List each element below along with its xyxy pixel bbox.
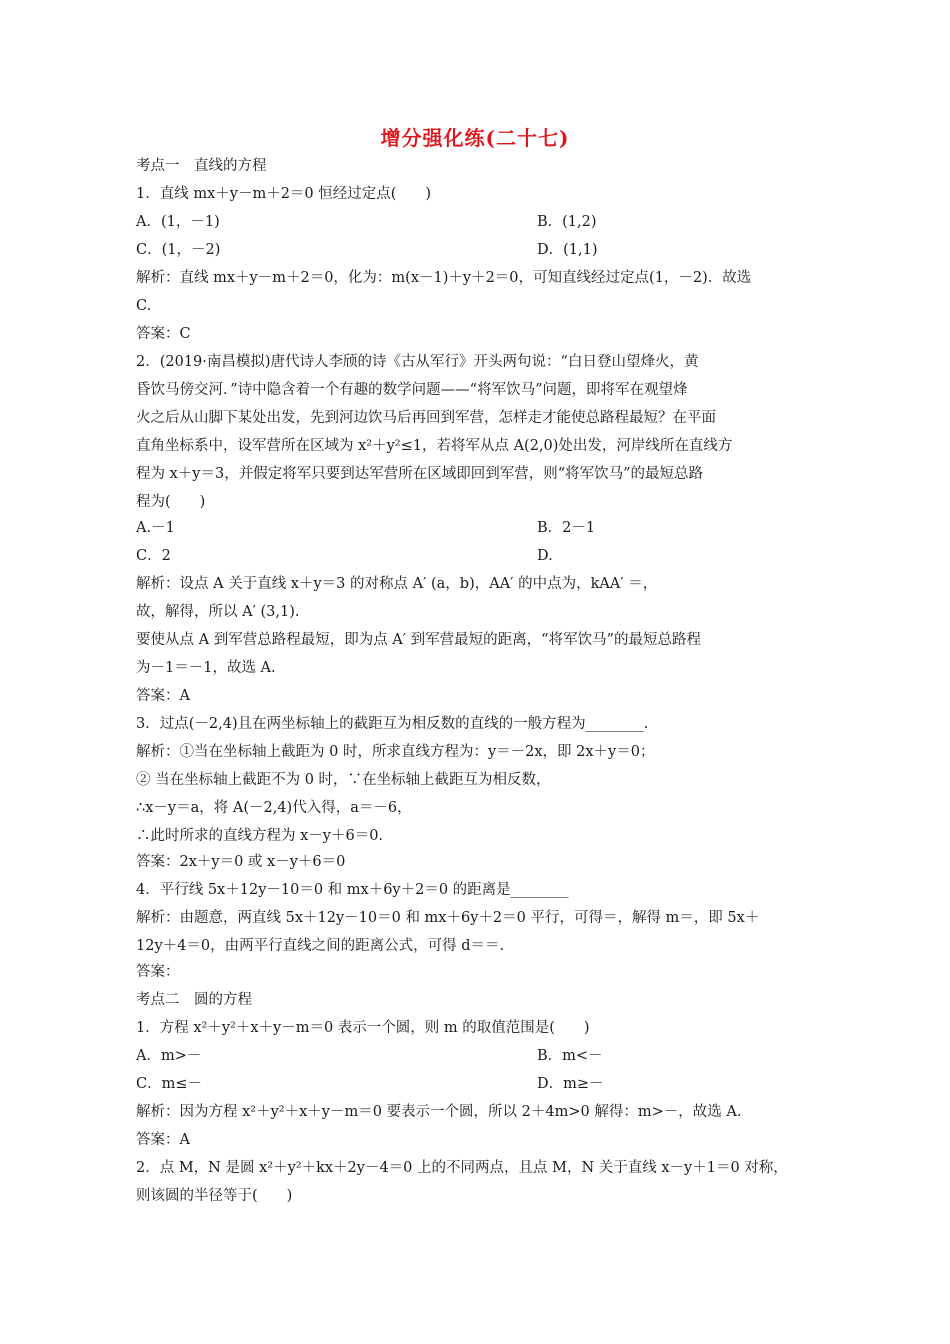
question-stem: 3．过点(－2,4)且在两坐标轴上的截距互为相反数的直线的一般方程为________.: [136, 716, 649, 732]
question-stem: 2．点 M，N 是圆 x²＋y²＋kx＋2y－4＝0 上的不同两点，且点 M，N 关于直线 x－y＋1＝0 对称，: [136, 1160, 788, 1176]
answer-line: 答案：2x＋y＝0 或 x－y＋6＝0: [136, 854, 346, 870]
section-heading: 考点一 直线的方程: [136, 158, 267, 174]
option-a: A．m>－: [136, 1048, 202, 1064]
analysis-line: 解析：由题意，两直线 5x＋12y－10＝0 和 mx＋6y＋2＝0 平行，可得＝，解得 m＝，即 5x＋: [136, 910, 760, 926]
analysis-line: ∴此时所求的直线方程为 x－y＋6＝0.: [136, 828, 384, 844]
answer-line: 答案：A: [136, 1132, 190, 1148]
analysis-line: ② 当在坐标轴上截距不为 0 时，∵在坐标轴上截距互为相反数，: [136, 772, 551, 788]
analysis-line: ∴x－y＝a，将 A(－2,4)代入得，a＝－6，: [136, 800, 412, 816]
question-stem: 火之后从山脚下某处出发，先到河边饮马后再回到军营，怎样走才能使总路程最短？在平面: [136, 410, 716, 426]
section-heading: 考点二 圆的方程: [136, 992, 252, 1008]
analysis-line: 12y＋4＝0，由两平行直线之间的距离公式，可得 d＝＝.: [136, 938, 505, 954]
analysis-line: 解析：因为方程 x²＋y²＋x＋y－m＝0 要表示一个圆，所以 2＋4m>0 解得：m>－，故选 A.: [136, 1104, 742, 1120]
option-a: A.－1: [136, 520, 175, 536]
analysis-line: 解析：①当在坐标轴上截距为 0 时，所求直线方程为：y＝－2x，即 2x＋y＝0；: [136, 744, 655, 760]
question-stem: 4．平行线 5x＋12y－10＝0 和 mx＋6y＋2＝0 的距离是________: [136, 882, 569, 898]
question-stem: 1．直线 mx＋y－m＋2＝0 恒经过定点( ): [136, 186, 432, 202]
question-stem: 2．(2019·南昌模拟)唐代诗人李颀的诗《古从军行》开头两句说：“白日登山望烽火，黄: [136, 354, 699, 370]
option-d: D．m≥－: [537, 1076, 604, 1092]
analysis-line: 解析：直线 mx＋y－m＋2＝0，化为：m(x－1)＋y＋2＝0，可知直线经过定点(1，－2)．故选: [136, 270, 752, 286]
question-stem: 昏饮马傍交河．”诗中隐含着一个有趣的数学问题——“将军饮马”问题，即将军在观望烽: [136, 382, 688, 398]
option-c: C．m≤－: [136, 1076, 202, 1092]
question-stem: 程为( ): [136, 494, 206, 510]
option-c: C．2: [136, 548, 171, 564]
page-title: 增分强化练(二十七): [380, 126, 570, 150]
option-c: C．(1，－2): [136, 242, 221, 258]
question-stem: 程为 x＋y＝3，并假定将军只要到达军营所在区域即回到军营，则“将军饮马”的最短总路: [136, 466, 704, 482]
analysis-line: 为－1＝－1，故选 A.: [136, 660, 276, 676]
option-a: A．(1，－1): [136, 214, 220, 230]
analysis-line: C.: [136, 298, 152, 314]
answer-line: 答案：A: [136, 688, 190, 704]
analysis-line: 故，解得，所以 A′ (3,1).: [136, 604, 300, 620]
option-b: B．2－1: [537, 520, 596, 536]
answer-line: 答案：: [136, 964, 180, 980]
question-stem: 1．方程 x²＋y²＋x＋y－m＝0 表示一个圆，则 m 的取值范围是( ): [136, 1020, 590, 1036]
analysis-line: 要使从点 A 到军营总路程最短，即为点 A′ 到军营最短的距离，“将军饮马”的最短总路程: [136, 632, 701, 648]
analysis-line: 解析：设点 A 关于直线 x＋y＝3 的对称点 A′ (a，b)，AA′ 的中点为，kAA′ ＝，: [136, 576, 658, 592]
question-stem: 直角坐标系中，设军营所在区域为 x²＋y²≤1，若将军从点 A(2,0)处出发，河岸线所在直线方: [136, 438, 733, 454]
option-d: D.: [537, 548, 553, 564]
question-stem: 则该圆的半径等于( ): [136, 1188, 293, 1204]
option-b: B．m<－: [537, 1048, 603, 1064]
option-b: B．(1,2): [537, 214, 597, 230]
option-d: D．(1,1): [537, 242, 598, 258]
answer-line: 答案：C: [136, 326, 191, 342]
